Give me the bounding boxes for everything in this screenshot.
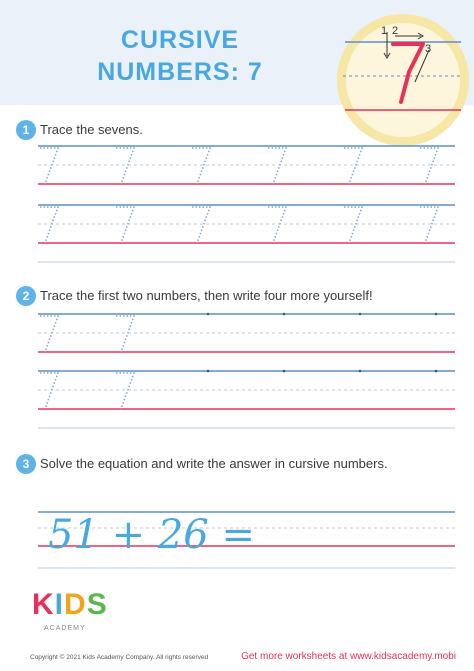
title-line-2: NUMBERS: 7: [97, 58, 263, 86]
logo-subtext: ACADEMY: [44, 625, 86, 632]
traced-seven-a-2: [192, 148, 210, 184]
traced-seven-b-1: [116, 207, 134, 243]
traced-seven-a-4: [344, 148, 362, 184]
start-dot: [207, 370, 210, 373]
section-3-instruction: Solve the equation and write the answer in cursive numbers.: [40, 456, 388, 471]
section-1-instruction: Trace the sevens.: [40, 122, 143, 137]
start-dot: [359, 370, 362, 373]
equation-text: 51 + 26 =: [48, 512, 255, 558]
section-1-number: 1: [16, 120, 36, 140]
title-line-1: CURSIVE: [120, 26, 240, 54]
section-2-number: 2: [16, 286, 36, 306]
more-worksheets-link[interactable]: Get more worksheets at www.kidsacademy.mobi: [241, 651, 456, 662]
traced-seven-d-1: [116, 373, 134, 409]
traced-seven-a-0: [40, 148, 58, 184]
start-dot: [435, 313, 438, 316]
traced-seven-a-5: [420, 148, 438, 184]
stroke-step-2: 2: [392, 25, 399, 37]
kids-academy-logo: KIDS: [32, 588, 108, 621]
traced-seven-c-1: [116, 316, 134, 352]
section-3-number: 3: [16, 454, 36, 474]
stroke-step-1: 1: [381, 25, 388, 37]
stroke-step-3: 3: [425, 43, 432, 55]
traced-seven-b-2: [192, 207, 210, 243]
copyright-text: Copyright © 2021 Kids Academy Company. All rights reserved: [30, 654, 209, 661]
start-dot: [359, 313, 362, 316]
traced-seven-d-0: [40, 373, 58, 409]
traced-seven-a-1: [116, 148, 134, 184]
traced-seven-a-3: [268, 148, 286, 184]
start-dot: [207, 313, 210, 316]
traced-seven-c-0: [40, 316, 58, 352]
start-dot: [435, 370, 438, 373]
traced-seven-b-3: [268, 207, 286, 243]
traced-seven-b-0: [40, 207, 58, 243]
start-dot: [283, 370, 286, 373]
traced-seven-b-4: [344, 207, 362, 243]
section-2-instruction: Trace the first two numbers, then write four more yourself!: [40, 288, 373, 303]
traced-seven-b-5: [420, 207, 438, 243]
start-dot: [283, 313, 286, 316]
